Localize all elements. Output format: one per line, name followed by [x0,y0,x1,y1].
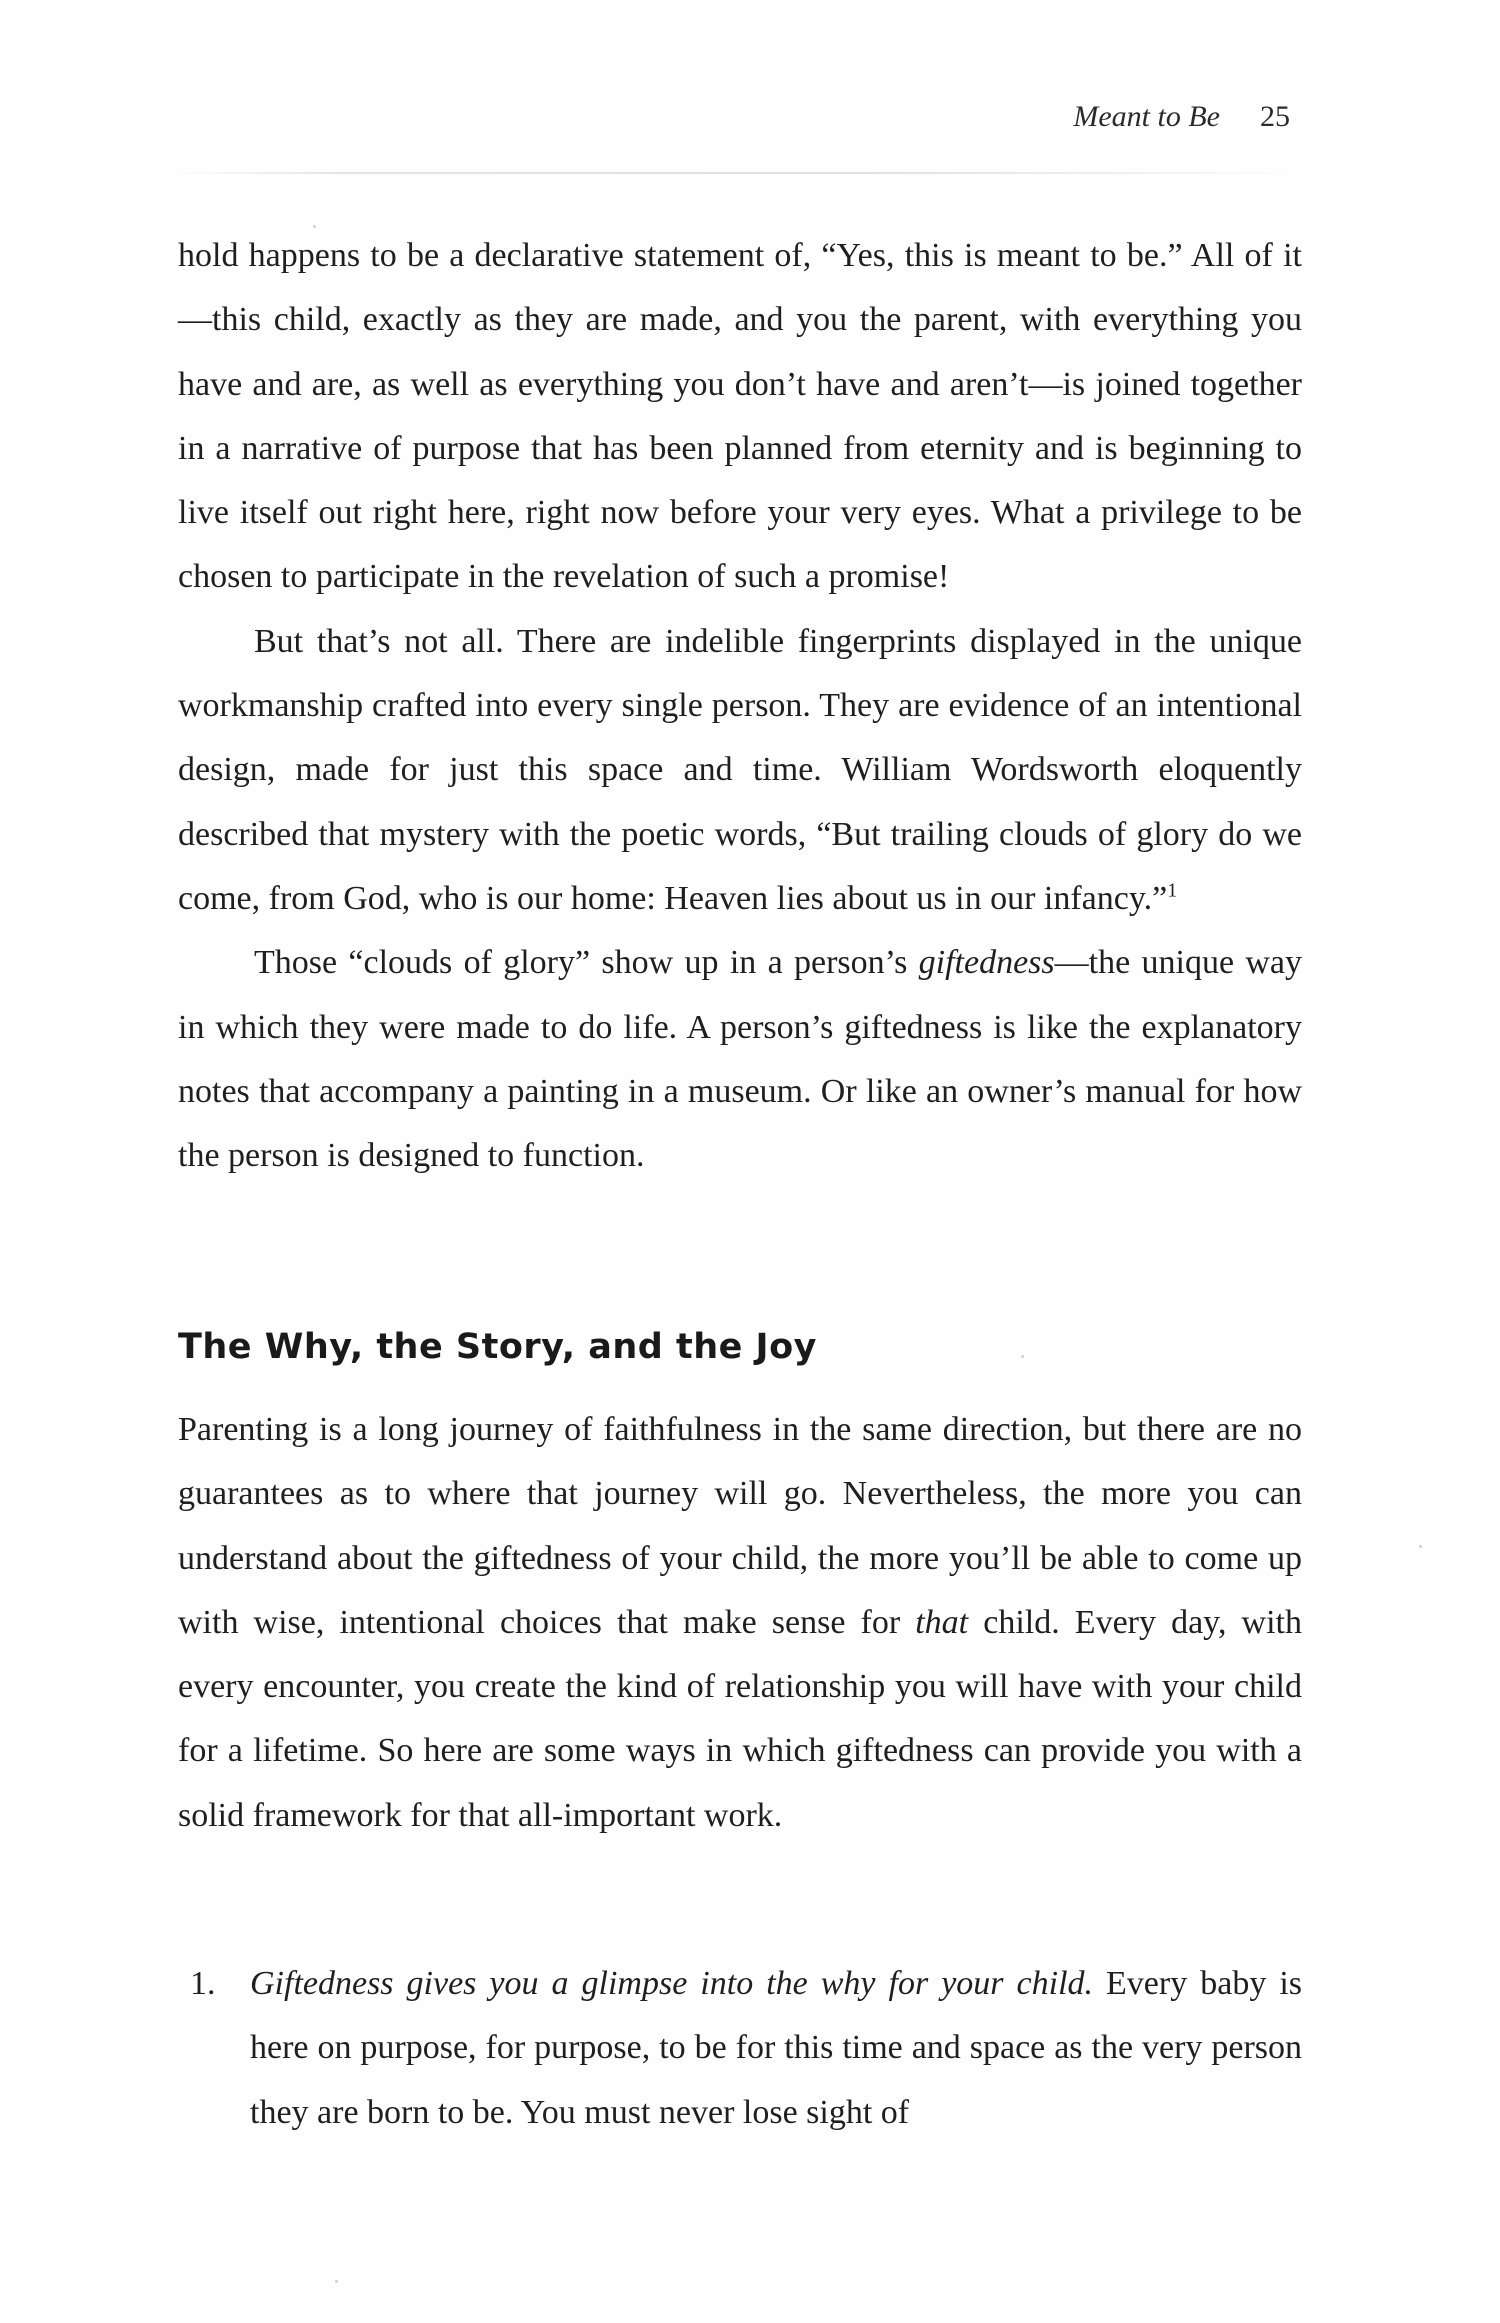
paragraph-3-text-end: —the unique way in which they were made to do life. A person’s giftedness is like the explanatory notes that accompany a painting in a museum. Or like an owner’s manual for how the person is designed to function. [178,944,1302,1175]
footnote-marker: 1 [1167,879,1178,902]
header-rule [170,172,1300,174]
running-title: Meant to Be [1073,100,1220,133]
section-emphasis: that [915,1603,969,1641]
list-item [178,1952,1302,2145]
paragraph-2 [178,610,1302,931]
section-text-end: child. Every day, with every encounter, you create the kind of relationship you will have with your child for a lifetime. So here are some ways in which giftedness can provide you with a solid framework for that all-important work. [178,1603,1302,1834]
paragraph-3-text-start: Those “clouds of glory” show up in a person’s [254,944,919,982]
section-text-start: Parenting is a long journey of faithfulness in the same direction, but there are no guarantees as to where that journey will go. Nevertheless, the more you can understand about the giftedness of your child, the more you’ll be able to come up with wise, intentional choices that make sense for [178,1411,1302,1641]
paragraph-1: hold happens to be a declarative statement of, “Yes, this is meant to be.” All of it—this child, exactly as they are made, and you the parent, with everything you have and are, as well as everything you don’t have and aren’t—is joined together in a narrative of purpose that has been planned from eternity and is beginning to live itself out right here, right now before your very eyes. What a privilege to be chosen to participate in the revelation of such a promise! [178,237,1302,596]
scan-speck [313,225,316,228]
list-item-lead: Giftedness gives you a glimpse into the why for your child. [250,1965,1094,2002]
section-heading: The Why, the Story, and the Joy [178,1327,817,1367]
list-item-text: Every baby is here on purpose, for purpose, to be for this time and space as the very person they are born to be. You must never lose sight of [250,1965,1303,2131]
section-intro [178,1398,1302,1848]
running-header [1073,100,1290,134]
numbered-list [178,1952,1302,2145]
scan-speck [1021,1355,1024,1358]
scan-speck [1419,1545,1422,1548]
scan-speck [335,2280,338,2283]
paragraph-2-text: But that’s not all. There are indelible fingerprints displayed in the unique workmanship crafted into every single person. They are evidence of an intentional design, made for just this space and time. William Wordsworth eloquently described that mystery with the poetic words, “But trailing clouds of glory do we come, from God, who is our home: Heaven lies about us in our infancy.” [178,622,1302,917]
body-text [178,224,1302,1188]
paragraph-3-emphasis: giftedness [918,944,1055,982]
page-number: 25 [1260,100,1290,133]
section-paragraph [178,1398,1302,1848]
paragraph-3 [178,931,1302,1188]
list-item-number: 1. [190,1965,216,2002]
